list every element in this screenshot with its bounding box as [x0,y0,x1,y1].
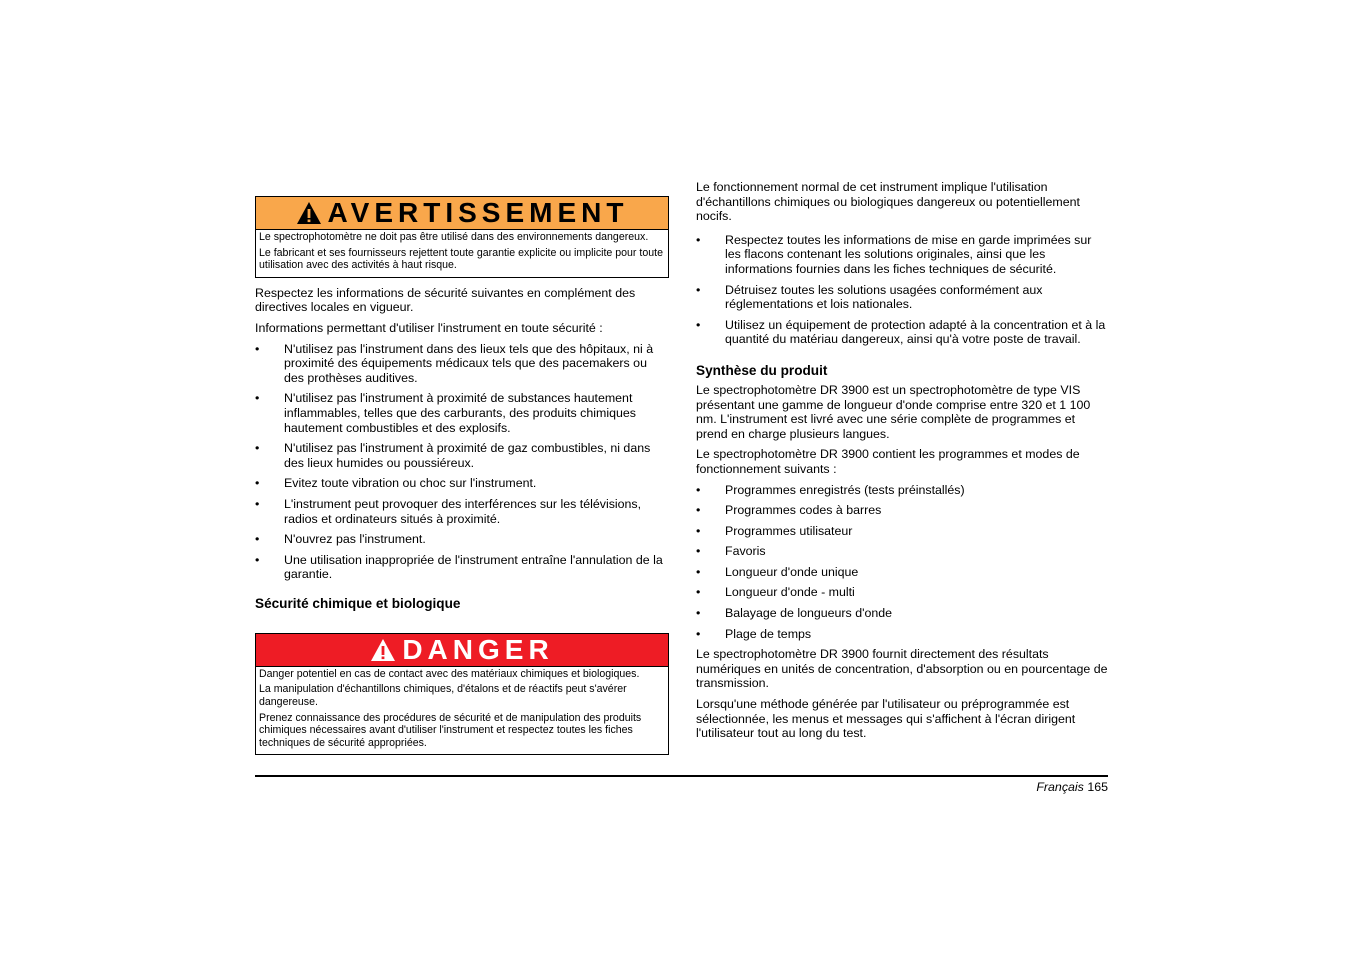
intro-paragraph: Le fonctionnement normal de cet instrument implique l'utilisation d'échantillons chimiques ou biologiques dangereux ou potentiellement nocifs. [696,180,1080,224]
page-footer [1036,780,1108,795]
warning-line: Le fabricant et ses fournisseurs rejettent toute garantie explicite ou implicite pour toute utilisation avec des activités à haut risque. [259,246,663,272]
list-item: • Longueur d'onde unique [696,565,1110,580]
section-heading-product: Synthèse du produit [696,362,828,378]
modes-list [696,483,1110,642]
danger-box [255,633,669,756]
list-item: • Balayage de longueurs d'onde [696,606,1110,621]
intro-paragraph: Informations permettant d'utiliser l'instrument en toute sécurité : [255,320,603,335]
warning-triangle-icon [296,201,322,225]
list-item: • Programmes utilisateur [696,524,1110,539]
warning-body [256,230,668,277]
right-column [696,180,1110,747]
list-item: • N'utilisez pas l'instrument à proximité de gaz combustibles, ni dans des lieux humides ou poussiéreux. [255,441,669,470]
list-item: • Programmes enregistrés (tests préinstallés) [696,483,1110,498]
list-item: • Respectez toutes les informations de mise en garde imprimées sur les flacons contenant les solutions originales, ainsi que les informations fournies dans les fiches techniques de sécurité. [696,233,1110,277]
intro-paragraph: Respectez les informations de sécurité suivantes en complément des directives locales en vigueur. [255,285,636,315]
body-paragraph: Le spectrophotomètre DR 3900 contient les programmes et modes de fonctionnement suivants : [696,447,1080,476]
footer-rule [255,775,1108,777]
page-number: 165 [1087,780,1108,794]
safety-list [255,342,669,582]
warning-header [256,197,668,230]
footer-language: Français [1036,780,1084,794]
list-item: • Utilisez un équipement de protection adapté à la concentration et à la quantité du matériau dangereux, ainsi qu'à votre poste de travail. [696,318,1110,347]
danger-body [256,667,668,755]
section-heading-chemical: Sécurité chimique et biologique [255,595,461,611]
danger-triangle-icon [370,638,396,662]
danger-line: La manipulation d'échantillons chimiques, d'étalons et de réactifs peut s'avérer dangereuse. [259,683,627,709]
list-item: • L'instrument peut provoquer des interférences sur les télévisions, radios et ordinateurs situés à proximité. [255,497,669,526]
list-item: • Longueur d'onde - multi [696,585,1110,600]
danger-header [256,634,668,667]
warning-box [255,196,669,278]
body-paragraph: Le spectrophotomètre DR 3900 est un spectrophotomètre de type VIS présentant une gamme de longueur d'onde comprise entre 320 et 1 100 nm. L'instrument est livré avec une série complète de programmes et prend en charge plusieurs langues. [696,382,1091,441]
list-item: • Evitez toute vibration ou choc sur l'instrument. [255,476,669,491]
list-item: • Favoris [696,544,1110,559]
handling-list [696,233,1110,347]
danger-line: Danger potentiel en cas de contact avec des matériaux chimiques et biologiques. [259,667,640,680]
left-column [255,196,669,763]
list-item: • N'utilisez pas l'instrument dans des lieux tels que des hôpitaux, ni à proximité des équipements médicaux tels que des pacemakers ou des prothèses auditives. [255,342,669,386]
warning-title: AVERTISSEMENT [327,197,629,228]
list-item: • Détruisez toutes les solutions usagées conformément aux réglementations et lois nationales. [696,283,1110,312]
warning-line: Le spectrophotomètre ne doit pas être utilisé dans des environnements dangereux. [259,231,649,243]
list-item: • N'utilisez pas l'instrument à proximité de substances hautement inflammables, telles que des carburants, des produits chimiques hautement combustibles et des explosifs. [255,391,669,435]
danger-title: DANGER [402,633,554,665]
danger-line: Prenez connaissance des procédures de sécurité et de manipulation des produits chimiques nécessaires avant d'utiliser l'instrument et respectez toutes les fiches techniques de sécurité appropriées. [259,711,642,749]
list-item: • Programmes codes à barres [696,503,1110,518]
list-item: • N'ouvrez pas l'instrument. [255,532,669,547]
body-paragraph: Lorsqu'une méthode générée par l'utilisateur ou préprogrammée est sélectionnée, les menus et messages qui s'affichent à l'écran dirigent l'utilisateur tout au long du test. [696,697,1076,741]
list-item: • Une utilisation inappropriée de l'instrument entraîne l'annulation de la garantie. [255,553,669,582]
list-item: • Plage de temps [696,627,1110,642]
body-paragraph: Le spectrophotomètre DR 3900 fournit directement des résultats numériques en unités de concentration, d'absorption ou en pourcentage de transmission. [696,647,1108,691]
